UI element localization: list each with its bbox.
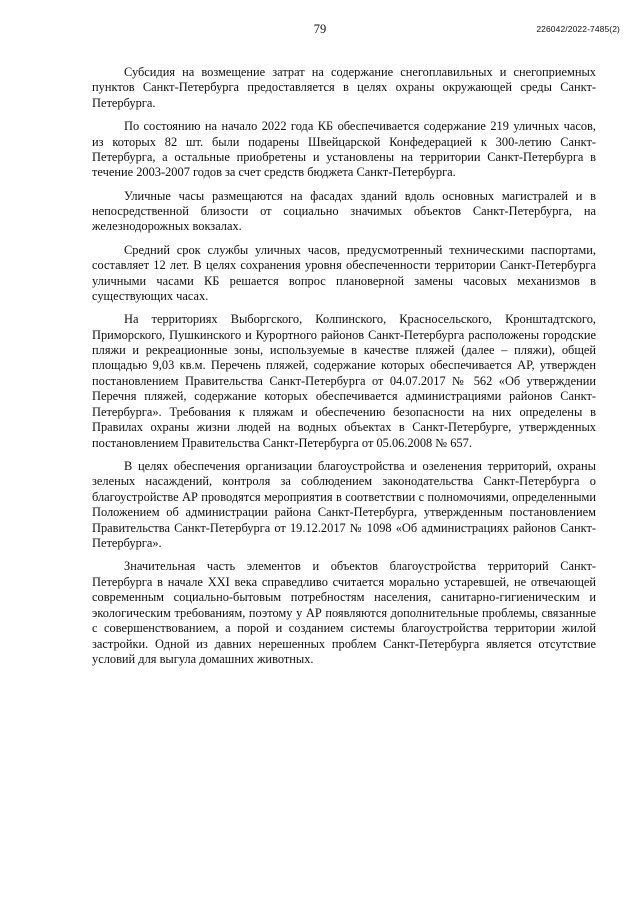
paragraph-landscaping-measures: В целях обеспечения организации благоустройства и озеленения территорий, охраны зеленых насаждений, контроля за соблюдением законодательства Санкт-Петербурга о благоустройстве АР проводятся мероприятия в соответствии с полномочиями, определенными Положением об администрации района Санкт-Петербурга, утвержденным постановлением Правительства Санкт-Петербурга от 19.12.2017 № 1098 «Об администрациях районов Санкт-Петербурга».	[92, 458, 596, 551]
page-number: 79	[313, 22, 327, 36]
paragraph-snow-melting-subsidy: Субсидия на возмещение затрат на содержание снегоплавильных и снегоприемных пунктов Санкт-Петербурга предоставляется в целях охраны окружающей среды Санкт-Петербурга.	[92, 65, 596, 110]
paragraph-clocks-service-life: Средний срок службы уличных часов, предусмотренный техническими паспортами, составляет 12 лет. В целях сохранения уровня обеспеченности территории Санкт-Петербурга уличными часами КБ решается вопрос плановерной замены часовых механизмов в существующих часах.	[92, 242, 596, 303]
paragraph-clocks-placement: Уличные часы размещаются на фасадах зданий вдоль основных магистралей и в непосредственной близости от социально значимых объектов Санкт-Петербурга, на железнодорожных вокзалах.	[92, 188, 596, 234]
paragraph-beaches: На территориях Выборгского, Колпинского, Красносельского, Кронштадтского, Приморского, Пушкинского и Курортного районов Санкт-Петербурга расположены городские пляжи и рекреационные зоны, используемые в качестве пляжей (далее – пляжи), общей площадью 9,03 кв.м. Перечень пляжей, содержание которых обеспечивается АР, утвержден постановлением Правительства Санкт-Петербурга от 04.07.2017 № 562 «Об утверждении Перечня пляжей, содержание которых обеспечивается администрациями районов Санкт-Петербурга». Требования к пляжам и обеспечению безопасности на них определены в Правилах охраны жизни людей на водных объектах в Санкт-Петербурге, утвержденных постановлением Правительства Санкт-Петербурга от 05.06.2008 № 657.	[92, 312, 596, 450]
document-body	[92, 65, 596, 675]
paragraph-outdated-elements: Значительная часть элементов и объектов благоустройства территорий Санкт-Петербурга в начале XXI века справедливо считается морально устаревшей, не отвечающей современным социально-бытовым потребностям населения, санитарно-гигиеническим и экологическим требованиям, поэтому у АР появляются дополнительные проблемы, связанные с совершенствованием, а порой и созданием системы благоустройства территории жилой застройки. Одной из давних нерешенных проблем Санкт-Петербурга является отсутствие условий для выгула домашних животных.	[92, 559, 596, 666]
paragraph-street-clocks-count: По состоянию на начало 2022 года КБ обеспечивается содержание 219 уличных часов, из которых 82 шт. были подарены Швейцарской Конфедерацией к 300-летию Санкт-Петербурга, а остальные приобретены и установлены на территории Санкт-Петербурга в течение 2003-2007 годов за счет средств бюджета Санкт-Петербурга.	[92, 119, 596, 180]
document-code: 226042/2022-7485(2)	[536, 24, 620, 34]
